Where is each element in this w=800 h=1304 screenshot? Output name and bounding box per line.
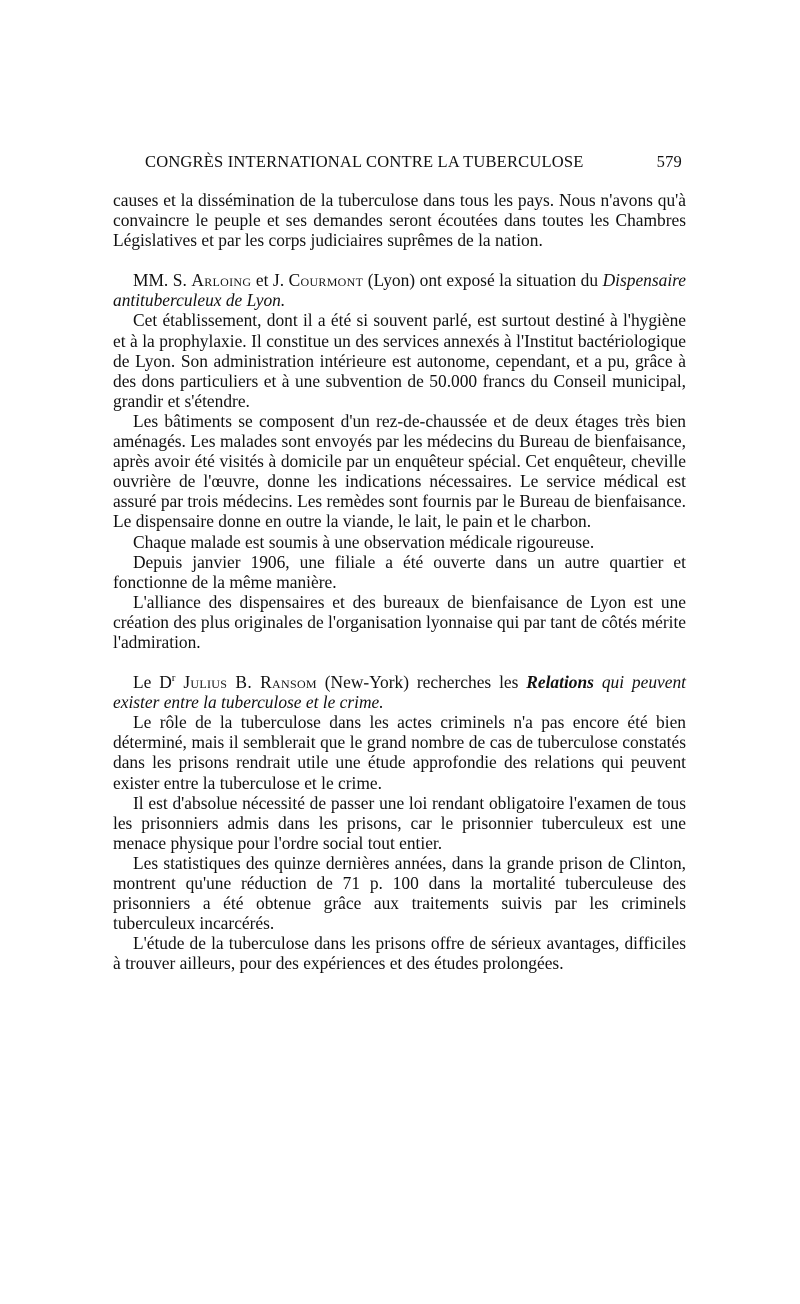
- lyon-paragraph: L'alliance des dispensaires et des bureaux de bienfaisance de Lyon est une création des plus originales de l'organisation lyonnaise qui par tant de côtés mérite l'admiration.: [113, 591, 686, 652]
- document-page: [113, 152, 686, 973]
- ransom-title-rest: qui peuvent exister entre la tuberculose et le crime.: [113, 672, 686, 713]
- section-gap: [113, 250, 686, 270]
- lyon-lead-rest: (Lyon) ont exposé la situation du: [363, 270, 603, 291]
- lyon-lead-and: et J.: [251, 270, 289, 291]
- lyon-paragraph: Depuis janvier 1906, une filiale a été ouverte dans un autre quartier et fonctionne de la même manière.: [113, 551, 686, 592]
- ransom-lead-paragraph: [113, 672, 686, 712]
- ransom-paragraph: L'étude de la tuberculose dans les prisons offre de sérieux avantages, difficiles à trouver ailleurs, pour des expériences et des études prolongées.: [113, 933, 686, 974]
- author-arloing: Arloing: [191, 270, 252, 291]
- ransom-lead-le: Le D: [133, 672, 172, 693]
- ransom-paragraph: Il est d'absolue nécessité de passer une loi rendant obligatoire l'examen de tous les prisonniers admis dans les prisons, car le prisonnier tuberculeux est une menace physique pour l'ordre social tout entier.: [113, 792, 686, 853]
- opening-paragraph: causes et la dissémination de la tuberculose dans tous les pays. Nous n'avons qu'à convaincre le peuple et ses demandes seront écoutées dans toutes les Chambres Législatives et par les corps judiciaires suprêmes de la nation.: [113, 190, 686, 251]
- ransom-paragraph: Les statistiques des quinze dernières années, dans la grande prison de Clinton, montrent qu'une réduction de 71 p. 100 dans la mortalité tuberculeuse des prisonniers a été obtenue grâce aux traitements suivis par les criminels tuberculeux incarcérés.: [113, 852, 686, 934]
- lyon-lead-paragraph: [113, 270, 686, 310]
- author-ransom: Julius B. Ransom: [183, 672, 317, 693]
- section-gap: [113, 652, 686, 672]
- page-number: 579: [656, 152, 682, 171]
- ransom-title-bold: Relations: [526, 672, 594, 693]
- lyon-lead-prefix: MM. S.: [133, 270, 192, 291]
- lyon-paragraph: Chaque malade est soumis à une observation médicale rigoureuse.: [133, 531, 595, 552]
- ransom-paragraph: Le rôle de la tuberculose dans les actes criminels n'a pas encore été bien déterminé, mais il semblerait que le grand nombre de cas de tuberculose constatés dans les prisons rendrait utile une étude approfondie des relations qui peuvent exister entre la tuberculose et le crime.: [113, 712, 686, 793]
- lyon-report-title: Dispensaire antituberculeux de Lyon.: [113, 270, 686, 311]
- header-title: CONGRÈS INTERNATIONAL CONTRE LA TUBERCULOSE: [145, 152, 584, 171]
- lyon-paragraph: Cet établissement, dont il a été si souvent parlé, est surtout destiné à l'hygiène et à la prophylaxie. Il constitue un des services annexés à l'Institut bactériologique de Lyon. Son administration intérieure est autonome, cependant, et a pu, grâce à des dons particuliers et à une subvention de 50.000 francs du Conseil municipal, grandir et s'étendre.: [113, 310, 686, 411]
- lyon-paragraph: Les bâtiments se composent d'un rez-de-chaussée et de deux étages très bien aménagés. Les malades sont envoyés par les médecins du Bureau de bienfaisance, après avoir été visités à domicile par un enquêteur spécial. Cet enquêteur, cheville ouvrière de l'œuvre, donne les indications nécessaires. Le service médical est assuré par trois médecins. Les remèdes sont fournis par le Bureau de bienfaisance. Le dispensaire donne en outre la viande, le lait, le pain et le charbon.: [113, 410, 686, 532]
- running-header: [113, 152, 686, 176]
- author-courmont: Courmont: [288, 270, 364, 291]
- ransom-lead-sup: r: [171, 672, 176, 685]
- ransom-lead-rest: (New-York) recherches les: [316, 672, 527, 693]
